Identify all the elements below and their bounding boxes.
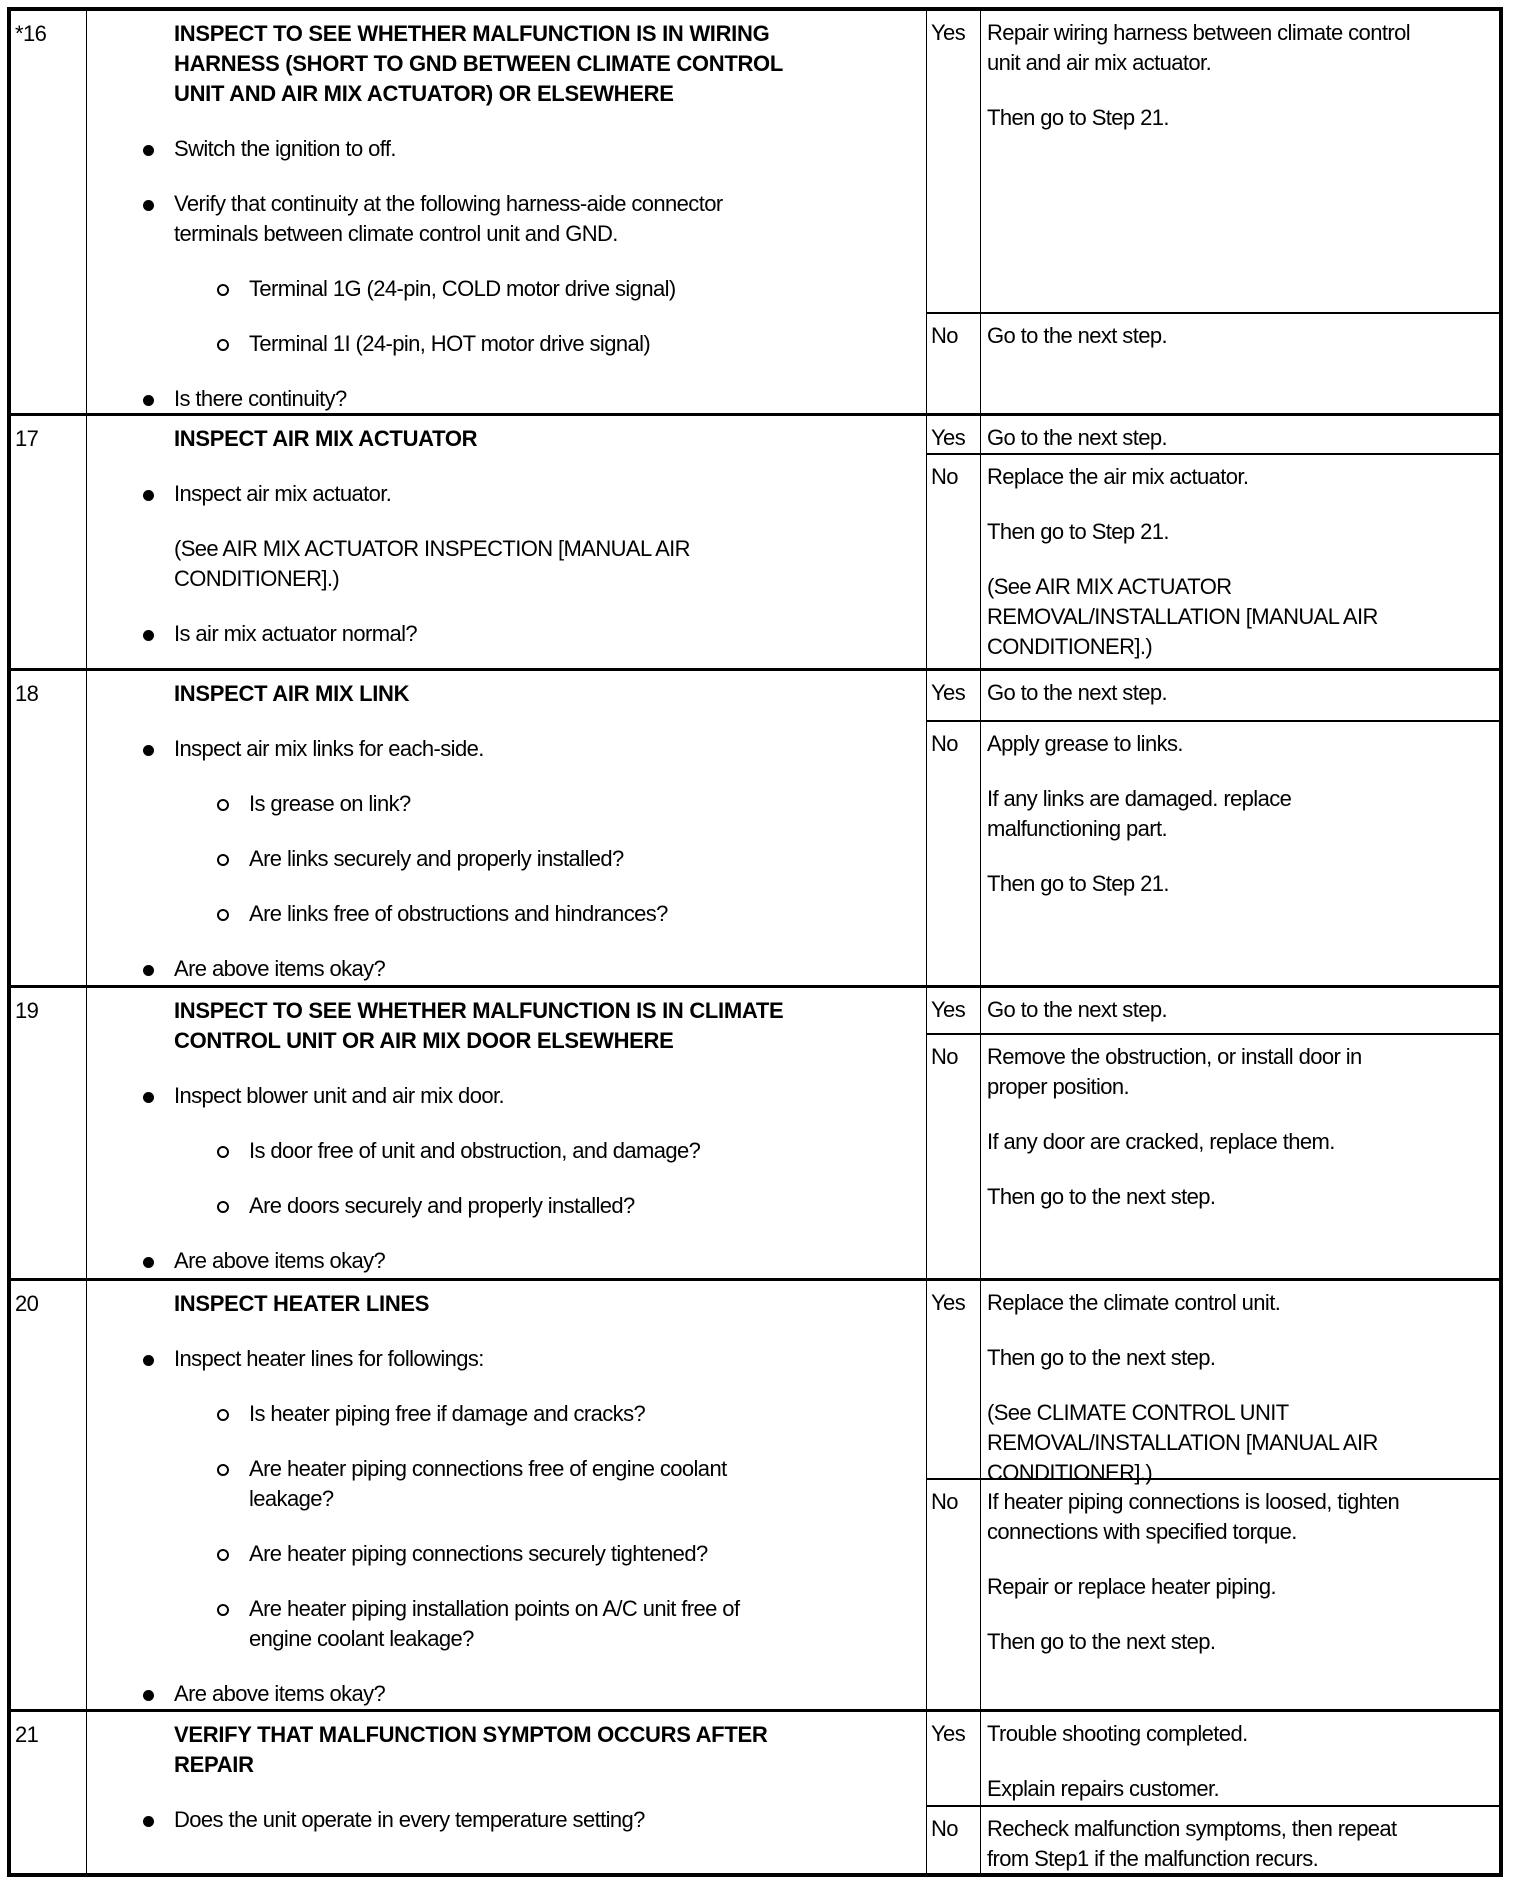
bullet-icon <box>143 745 154 756</box>
action-paragraph <box>987 572 1495 662</box>
action-text-line: from Step1 if the malfunction recurs. <box>987 1846 1319 1871</box>
step-description <box>87 416 927 668</box>
troubleshooting-table <box>7 7 1503 1877</box>
sub-item <box>87 789 926 819</box>
action-paragraph <box>987 321 1495 351</box>
no-action <box>987 729 1495 899</box>
item-text-line: Are links securely and properly installed? <box>249 846 624 871</box>
item-text-line: Switch the ignition to off. <box>174 136 396 161</box>
sub-item <box>87 1539 926 1569</box>
bullet-item <box>87 1344 926 1374</box>
bullet-item <box>87 189 926 249</box>
action-paragraph <box>987 729 1495 759</box>
action-paragraph <box>987 1487 1495 1547</box>
no-label: No <box>927 1035 981 1278</box>
step-title <box>87 1289 926 1319</box>
bullet-icon <box>143 1355 154 1366</box>
action-paragraph <box>987 1042 1495 1102</box>
no-result <box>927 1805 1499 1873</box>
circle-bullet-icon <box>217 1464 229 1476</box>
action-paragraph <box>987 1627 1495 1657</box>
circle-bullet-icon <box>217 284 229 296</box>
item-text-line: Terminal 1I (24-pin, HOT motor drive signal) <box>249 331 651 356</box>
item-text-line: Are heater piping installation points on A/C unit free of <box>249 1596 740 1621</box>
yes-label: Yes <box>927 1281 981 1478</box>
step-number: 20 <box>11 1281 87 1709</box>
step-title-line: INSPECT AIR MIX ACTUATOR <box>174 426 478 451</box>
no-label: No <box>927 1807 981 1873</box>
item-text-line: leakage? <box>249 1486 334 1511</box>
sub-item <box>87 1594 926 1654</box>
bullet-icon <box>143 200 154 211</box>
step-row <box>11 413 1499 668</box>
step-row <box>11 11 1499 413</box>
step-description <box>87 11 927 413</box>
step-number: 19 <box>11 988 87 1278</box>
action-text-line: (See CLIMATE CONTROL UNIT <box>987 1400 1289 1425</box>
yes-action <box>987 1719 1495 1804</box>
step-title-line: CONTROL UNIT OR AIR MIX DOOR ELSEWHERE <box>174 1028 674 1053</box>
step-title <box>87 996 926 1056</box>
item-text-line: Are heater piping connections securely tightened? <box>249 1541 708 1566</box>
item-text-line: Is heater piping free if damage and cracks? <box>249 1401 646 1426</box>
sub-item <box>87 1399 926 1429</box>
item-text-line: terminals between climate control unit and GND. <box>174 221 618 246</box>
action-paragraph <box>987 784 1495 844</box>
action-text-line: If any links are damaged. replace <box>987 786 1292 811</box>
action-text-line: Go to the next step. <box>987 997 1168 1022</box>
item-text-line: Is grease on link? <box>249 791 411 816</box>
step-number: *16 <box>11 11 87 413</box>
no-label: No <box>927 1480 981 1709</box>
action-paragraph <box>987 517 1495 547</box>
action-paragraph <box>987 423 1495 453</box>
bullet-icon <box>143 1690 154 1701</box>
no-label: No <box>927 722 981 985</box>
bullet-item <box>87 1679 926 1709</box>
circle-bullet-icon <box>217 1409 229 1421</box>
yes-label: Yes <box>927 1712 981 1805</box>
no-label: No <box>927 455 981 668</box>
action-text-line: connections with specified torque. <box>987 1519 1297 1544</box>
yes-result <box>927 416 1499 453</box>
circle-bullet-icon <box>217 1604 229 1616</box>
action-paragraph <box>987 1127 1495 1157</box>
step-title <box>87 19 926 109</box>
bullet-item <box>87 384 926 414</box>
step-title-line: INSPECT TO SEE WHETHER MALFUNCTION IS IN CLIMATE <box>174 998 784 1023</box>
action-paragraph <box>987 1814 1495 1874</box>
sub-item <box>87 329 926 359</box>
result-cell <box>927 988 1499 1278</box>
item-text-line: engine coolant leakage? <box>249 1626 474 1651</box>
action-text-line: Then go to the next step. <box>987 1184 1216 1209</box>
no-result <box>927 453 1499 668</box>
reference-note <box>87 534 926 594</box>
action-paragraph <box>987 1288 1495 1318</box>
action-paragraph <box>987 103 1495 133</box>
circle-bullet-icon <box>217 1549 229 1561</box>
action-text-line: Then go to Step 21. <box>987 105 1169 130</box>
action-text-line: REMOVAL/INSTALLATION [MANUAL AIR <box>987 604 1378 629</box>
yes-result <box>927 988 1499 1033</box>
step-description <box>87 988 927 1278</box>
action-text-line: Then go to Step 21. <box>987 519 1169 544</box>
action-text-line: Repair wiring harness between climate control <box>987 20 1410 45</box>
step-number: 17 <box>11 416 87 668</box>
action-text-line: Then go to the next step. <box>987 1629 1216 1654</box>
action-text-line: Replace the climate control unit. <box>987 1290 1281 1315</box>
item-text-line: Inspect heater lines for followings: <box>174 1346 484 1371</box>
circle-bullet-icon <box>217 909 229 921</box>
item-text-line: Terminal 1G (24-pin, COLD motor drive signal) <box>249 276 676 301</box>
yes-action <box>987 423 1495 453</box>
yes-action <box>987 995 1495 1025</box>
result-cell <box>927 416 1499 668</box>
no-action <box>987 1487 1495 1657</box>
bullet-item <box>87 954 926 984</box>
no-result <box>927 1478 1499 1709</box>
item-text-line: Inspect air mix actuator. <box>174 481 392 506</box>
action-text-line: Apply grease to links. <box>987 731 1183 756</box>
bullet-item <box>87 1246 926 1276</box>
action-text-line: Then go to Step 21. <box>987 871 1169 896</box>
step-title-line: INSPECT HEATER LINES <box>174 1291 430 1316</box>
bullet-item <box>87 134 926 164</box>
step-title <box>87 679 926 709</box>
bullet-icon <box>143 145 154 156</box>
item-text-line: Are above items okay? <box>174 956 386 981</box>
circle-bullet-icon <box>217 799 229 811</box>
step-row <box>11 985 1499 1278</box>
action-text-line: Remove the obstruction, or install door in <box>987 1044 1362 1069</box>
step-title-line: VERIFY THAT MALFUNCTION SYMPTOM OCCURS AFTER <box>174 1722 768 1747</box>
action-text-line: unit and air mix actuator. <box>987 50 1212 75</box>
action-text-line: proper position. <box>987 1074 1130 1099</box>
bullet-icon <box>143 965 154 976</box>
action-paragraph <box>987 1182 1495 1212</box>
action-text-line: CONDITIONER].) <box>987 1460 1153 1485</box>
action-text-line: (See AIR MIX ACTUATOR <box>987 574 1232 599</box>
item-text-line: Is door free of unit and obstruction, and damage? <box>249 1138 701 1163</box>
item-text-line: Inspect air mix links for each-side. <box>174 736 484 761</box>
circle-bullet-icon <box>217 1146 229 1158</box>
sub-item <box>87 1136 926 1166</box>
item-text-line: Is air mix actuator normal? <box>174 621 417 646</box>
yes-result <box>927 671 1499 720</box>
action-paragraph <box>987 1398 1495 1488</box>
sub-item <box>87 844 926 874</box>
bullet-item <box>87 619 926 649</box>
action-text-line: malfunctioning part. <box>987 816 1167 841</box>
action-paragraph <box>987 995 1495 1025</box>
item-text-line: Are above items okay? <box>174 1681 386 1706</box>
sub-item <box>87 274 926 304</box>
step-title <box>87 424 926 454</box>
yes-label: Yes <box>927 416 981 453</box>
step-title-line: HARNESS (SHORT TO GND BETWEEN CLIMATE CONTROL <box>174 51 784 76</box>
step-title-line: REPAIR <box>174 1752 254 1777</box>
action-text-line: If heater piping connections is loosed, tighten <box>987 1489 1400 1514</box>
action-text-line: Go to the next step. <box>987 323 1168 348</box>
bullet-icon <box>143 1257 154 1268</box>
yes-action <box>987 1288 1495 1488</box>
bullet-icon <box>143 630 154 641</box>
yes-result <box>927 11 1499 312</box>
sub-item <box>87 1454 926 1514</box>
item-text-line: Are doors securely and properly installed? <box>249 1193 635 1218</box>
yes-result <box>927 1281 1499 1485</box>
action-text-line: Go to the next step. <box>987 425 1168 450</box>
item-text-line: Verify that continuity at the following harness-aide connector <box>174 191 723 216</box>
bullet-icon <box>143 490 154 501</box>
step-description <box>87 1712 927 1873</box>
step-title-line: UNIT AND AIR MIX ACTUATOR) OR ELSEWHERE <box>174 81 674 106</box>
bullet-icon <box>143 395 154 406</box>
step-description <box>87 1281 927 1709</box>
yes-action <box>987 678 1495 708</box>
item-text-line: Is there continuity? <box>174 386 347 411</box>
action-paragraph <box>987 1719 1495 1749</box>
step-row <box>11 668 1499 985</box>
no-result <box>927 720 1499 985</box>
bullet-item <box>87 734 926 764</box>
no-action <box>987 462 1495 662</box>
result-cell <box>927 1281 1499 1709</box>
step-row <box>11 1278 1499 1709</box>
step-description <box>87 671 927 985</box>
action-paragraph <box>987 1572 1495 1602</box>
bullet-icon <box>143 1092 154 1103</box>
item-text-line: Are links free of obstructions and hindrances? <box>249 901 668 926</box>
no-label: No <box>927 314 981 413</box>
yes-label: Yes <box>927 11 981 312</box>
result-cell <box>927 671 1499 985</box>
step-title-line: INSPECT TO SEE WHETHER MALFUNCTION IS IN WIRING <box>174 21 770 46</box>
no-action <box>987 321 1495 351</box>
circle-bullet-icon <box>217 1201 229 1213</box>
action-paragraph <box>987 1774 1495 1804</box>
bullet-icon <box>143 1816 154 1827</box>
no-result <box>927 312 1499 413</box>
step-title <box>87 1720 926 1780</box>
action-text-line: Recheck malfunction symptoms, then repeat <box>987 1816 1397 1841</box>
item-text-line: Are above items okay? <box>174 1248 386 1273</box>
item-text-line: (See AIR MIX ACTUATOR INSPECTION [MANUAL AIR <box>174 536 690 561</box>
action-text-line: Trouble shooting completed. <box>987 1721 1248 1746</box>
action-text-line: Repair or replace heater piping. <box>987 1574 1276 1599</box>
item-text-line: Does the unit operate in every temperature setting? <box>174 1807 645 1832</box>
yes-label: Yes <box>927 988 981 1033</box>
action-paragraph <box>987 18 1495 78</box>
action-text-line: REMOVAL/INSTALLATION [MANUAL AIR <box>987 1430 1378 1455</box>
action-text-line: If any door are cracked, replace them. <box>987 1129 1335 1154</box>
bullet-item <box>87 479 926 509</box>
yes-action <box>987 18 1495 133</box>
action-text-line: Go to the next step. <box>987 680 1168 705</box>
result-cell <box>927 1712 1499 1873</box>
step-number: 18 <box>11 671 87 985</box>
action-paragraph <box>987 462 1495 492</box>
item-text-line: Are heater piping connections free of engine coolant <box>249 1456 727 1481</box>
item-text-line: CONDITIONER].) <box>174 566 340 591</box>
no-result <box>927 1033 1499 1278</box>
step-title-line: INSPECT AIR MIX LINK <box>174 681 410 706</box>
step-number: 21 <box>11 1712 87 1873</box>
action-text-line: Explain repairs customer. <box>987 1776 1219 1801</box>
action-paragraph <box>987 678 1495 708</box>
step-row <box>11 1709 1499 1873</box>
action-text-line: Replace the air mix actuator. <box>987 464 1249 489</box>
yes-label: Yes <box>927 671 981 720</box>
circle-bullet-icon <box>217 854 229 866</box>
action-text-line: Then go to the next step. <box>987 1345 1216 1370</box>
sub-item <box>87 1191 926 1221</box>
yes-result <box>927 1712 1499 1805</box>
sub-item <box>87 899 926 929</box>
action-paragraph <box>987 869 1495 899</box>
bullet-item <box>87 1081 926 1111</box>
bullet-item <box>87 1805 926 1835</box>
action-text-line: CONDITIONER].) <box>987 634 1153 659</box>
no-action <box>987 1042 1495 1212</box>
result-cell <box>927 11 1499 413</box>
item-text-line: Inspect blower unit and air mix door. <box>174 1083 504 1108</box>
circle-bullet-icon <box>217 339 229 351</box>
no-action <box>987 1814 1495 1874</box>
action-paragraph <box>987 1343 1495 1373</box>
